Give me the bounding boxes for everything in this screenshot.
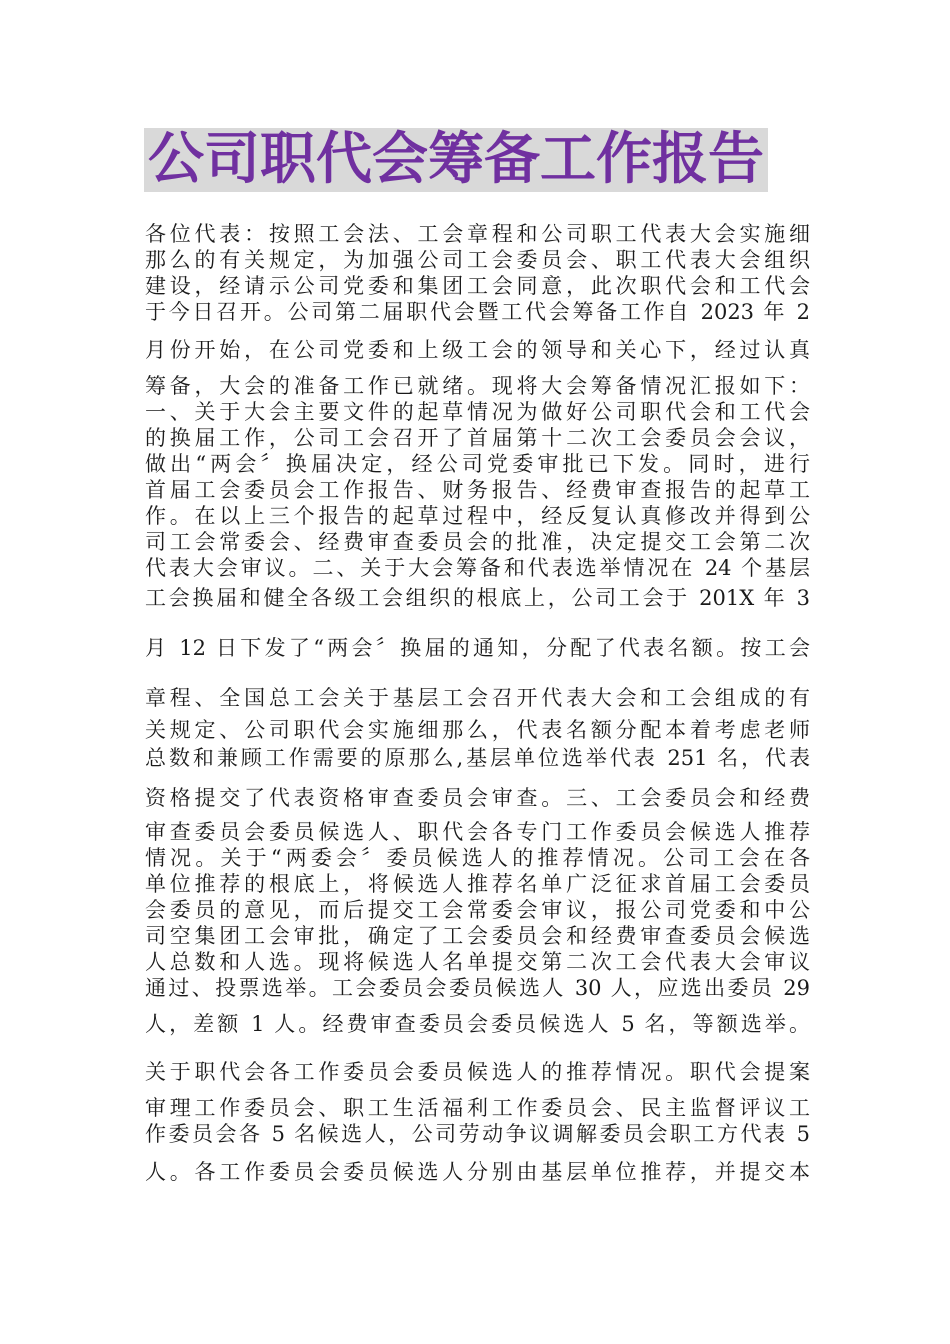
body-line: 单位推荐的根底上，将候选人推荐名单广泛征求首届工会委员 xyxy=(145,872,810,896)
body-line: 会委员的意见，而后提交工会常委会审议，报公司党委和中公 xyxy=(145,898,810,922)
document-title: 公司职代会筹备工作报告 xyxy=(148,127,764,192)
body-line: 作。在以上三个报告的起草过程中，经反复认真修改并得到公 xyxy=(145,504,810,528)
body-line: 人，差额 1 人。经费审查委员会委员候选人 5 名，等额选举。 xyxy=(145,1012,810,1036)
body-line: 人。各工作委员会委员候选人分别由基层单位推荐，并提交本 xyxy=(145,1160,810,1184)
title-highlight xyxy=(144,128,768,192)
body-line: 章程、全国总工会关于基层工会召开代表大会和工会组成的有 xyxy=(145,686,810,710)
body-line: 资格提交了代表资格审查委员会审查。三、工会委员会和经费 xyxy=(145,786,810,810)
body-line: 人总数和人选。现将候选人名单提交第二次工会代表大会审议 xyxy=(145,950,810,974)
body-line: 首届工会委员会工作报告、财务报告、经费审查报告的起草工 xyxy=(145,478,810,502)
body-line: 司空集团工会审批，确定了工会委员会和经费审查委员会候选 xyxy=(145,924,810,948)
body-line: 月 12 日下发了“两会〞换届的通知，分配了代表名额。按工会 xyxy=(145,636,810,660)
body-line: 关规定、公司职代会实施细那么，代表名额分配本着考虑老师 xyxy=(145,718,810,742)
body-line: 的换届工作，公司工会召开了首届第十二次工会委员会会议， xyxy=(145,426,810,450)
body-line: 工会换届和健全各级工会组织的根底上，公司工会于 201X 年 3 xyxy=(145,586,810,610)
body-line: 关于职代会各工作委员会委员候选人的推荐情况。职代会提案 xyxy=(145,1060,810,1084)
body-line: 一、关于大会主要文件的起草情况为做好公司职代会和工代会 xyxy=(145,400,810,424)
body-line: 司工会常委会、经费审查委员会的批准，决定提交工会第二次 xyxy=(145,530,810,554)
body-line: 做出“两会〞换届决定，经公司党委审批已下发。同时，进行 xyxy=(145,452,810,476)
body-line: 于今日召开。公司第二届职代会暨工代会筹备工作自 2023 年 2 xyxy=(145,300,810,324)
body-line: 作委员会各 5 名候选人，公司劳动争议调解委员会职工方代表 5 xyxy=(145,1122,810,1146)
body-line: 审查委员会委员候选人、职代会各专门工作委员会候选人推荐 xyxy=(145,820,810,844)
body-line: 通过、投票选举。工会委员会委员候选人 30 人，应选出委员 29 xyxy=(145,976,810,1000)
body-line: 建设，经请示公司党委和集团工会同意，此次职代会和工代会 xyxy=(145,274,810,298)
body-line: 审理工作委员会、职工生活福利工作委员会、民主监督评议工 xyxy=(145,1096,810,1120)
body-line: 代表大会审议。二、关于大会筹备和代表选举情况在 24 个基层 xyxy=(145,556,810,580)
body-line: 月份开始，在公司党委和上级工会的领导和关心下，经过认真 xyxy=(145,338,810,362)
body-line: 总数和兼顾工作需要的原那么,基层单位选举代表 251 名，代表 xyxy=(145,746,810,770)
body-line: 各位代表：按照工会法、工会章程和公司职工代表大会实施细 xyxy=(145,222,810,246)
body-line: 情况。关于“两委会〞委员候选人的推荐情况。公司工会在各 xyxy=(145,846,810,870)
body-line: 那么的有关规定，为加强公司工会委员会、职工代表大会组织 xyxy=(145,248,810,272)
body-line: 筹备，大会的准备工作已就绪。现将大会筹备情况汇报如下： xyxy=(145,374,810,398)
